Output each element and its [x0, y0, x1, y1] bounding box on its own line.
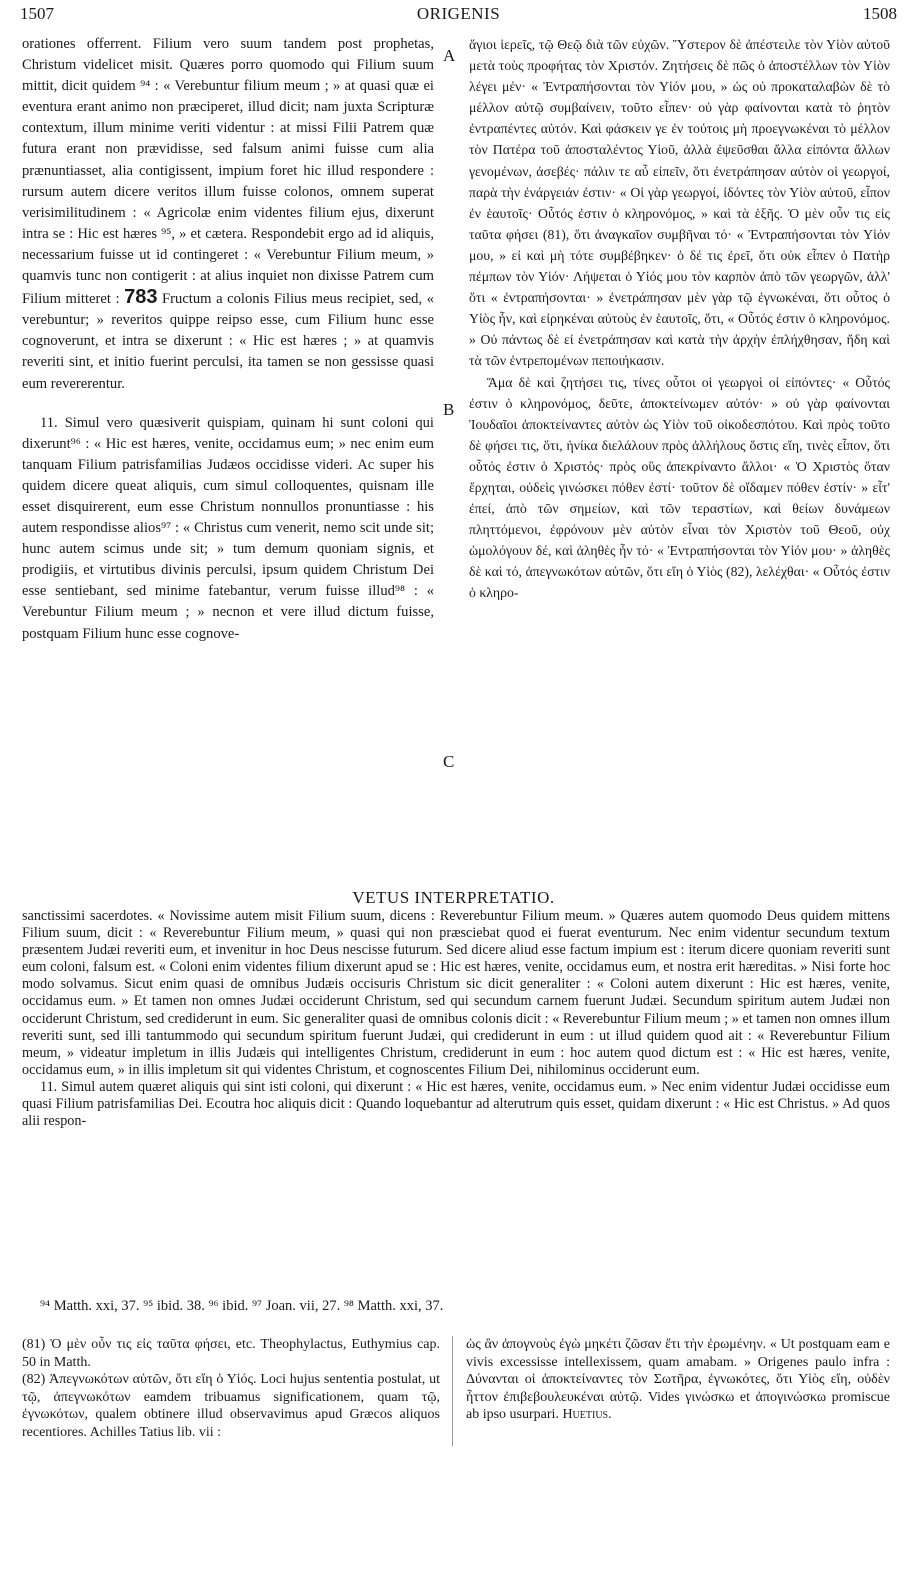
latin-paragraph-1a: orationes offerrent. Filium vero suum tandem post prophetas, Christum videlicet misit. Quæres porro quomodo qui Filium suum mittit, dicit quidem ⁹⁴ : « Verebuntur filium meum ; » at quasi quæ ei eventura erant animo non præciperet, illud dicit; nam juxta Scripturæ contextum, illum minime veriti videntur : at missi Filii Patrem quæ futura erant non prævidisse, sed falsum animi fuisse cum alia prænuntiasset, alia contigissent, impium foret hic illud respondere : rursum autem dicere veritos illum fuisse colonos, omnem superat verisimilitudinem : « Agricolæ enim videntes filium ejus, dixerunt intra se : Hic est hæres ⁹⁵, » et cætera. Respondebit ergo ad id aliquis, necessarium fuisse ut id contingeret : « Verebuntur Filium meum, » quamvis tunc non contigerit : at alius inquiet non dixisse Patrem cum Filium mitteret : [22, 36, 434, 308]
vetus-paragraph-2: 11. Simul autem quæret aliquis qui sint isti coloni, qui dixerunt : « Hic est hæres, venite, occidamus eum. » Nec enim videntur Judæi occidisse eum quasi Filium patrisfamilias Dei. Ecoutra hoc aliquis dicit : Quando loquebantur ad alterutrum quis esset, quidam dixerunt : « Hic est Christus. » Ad quos alii respon- [22, 1078, 890, 1130]
footnotes-right [466, 1336, 890, 1424]
vetus-interpretatio-text [22, 908, 890, 1130]
footnote-81: (81) Ὁ μὲν οὖν τις εἰς ταῦτα φήσει, etc. Theophylactus, Euthymius cap. 50 in Matth. [22, 1337, 440, 1370]
running-header [20, 4, 897, 28]
running-title: ORIGENIS [416, 4, 501, 23]
page-number-left: 1507 [20, 4, 54, 23]
latin-paragraph-2: 11. Simul vero quæsiverit quispiam, quinam hi sunt coloni qui dixerunt⁹⁶ : « Hic est hæres, venite, occidamus eum; » nec enim eum tanquam Filium patrisfamilias Judæos occidisse videri. Ac super his quidem dicere queat aliquis, cum simul colloquentes, quisnam ille esset disquirerent, eum esse Christum nonnullos pronuntiasse : his autem respondisse alios⁹⁷ : « Christus cum venerit, nemo scit unde sit; hunc autem scimus unde sit; » tum demum quoniam signis, et prodigiis, et virtutibus divinis perculsi, ipsum quidem Christum Dei esse sentiebant, sed minime fatebantur, verum fuisse illud⁹⁸ : « Verebuntur Filium meum ; » necnon et vere illud dictum fuisse, postquam Filium hunc esse cognove- [22, 414, 434, 642]
footnotes-left [22, 1336, 440, 1442]
greek-paragraph-1: ἅγιοι ἱερεῖς, τῷ Θεῷ διὰ τῶν εὐχῶν. Ὕστερον δὲ ἀπέστειλε τὸν Υἱὸν αὐτοῦ μετὰ τοὺς προφήτας τὸν Χριστόν. Ζητήσεις δὲ πῶς ὁ ἀποστέλλων τὸν Υἱὸν λέγει μέν· « Ἐντραπήσονται τὸν Υἱόν μου, » ὡς οὐ προκαταλαβὼν δὲ τὸ μέλλον αὐτῷ συμβαίνειν, τοῦτο εἶπεν· οὐ γὰρ φαίνονται κατὰ τὸ ῥητὸν ἐντραπέντες αὐτόν. Καὶ φάσκειν γε ἐν τούτοις μὴ προεγνωκέναι τὸ μέλλον τὸν Πατέρα τοῦ ἀποσταλέντος Υἱοῦ, ἀλλὰ ἐψεῦσθαι ἄλλα εἰπόντα ἄλλων γενομένων, ἀσεβές· πάλιν τε αὖ εἰπεῖν, ὅτι ἐνετράπησαν αὐτὸν οἱ γεωργοί, παρὰ τὴν ἐνάργειάν ἐστιν· « Οἱ γὰρ γεωργοί, ἰδόντες τὸν Υἱὸν αὐτοῦ, εἶπον ἐν ἑαυτοῖς· Οὗτός ἐστιν ὁ κληρονόμος, » καὶ τὰ ἑξῆς. Ὁ μὲν οὖν τις εἰς ταῦτα φήσει (81), ὅτι ἀναγκαῖον συμβῆναι τό· « Ἐντραπήσονται τὸν Υἱόν μου, » εἰ καὶ μὴ τότε συμβέβηκεν· ὁ δέ τις ἐρεῖ, ὅτι οὐκ εἶπεν ὁ Πατὴρ πέμπων τὸν Υἱόν· Λήψεται ὁ Υἱός μου τὸν καρπὸν ἀπὸ τῶν γεωργῶν, ἀλλ' ὅτι « ἐντραπήσονται· » ἐνετράπησαν μὲν γὰρ τῷ ἐγνωκέναι, ὅτι οὗτος ὁ Υἱὸς ἦν, καὶ εἰρηκέναι αὐτοὺς ἐν ἑαυτοῖς, ὅτι, « Οὗτός ἐστιν ὁ κληρονόμος. » Οὐ πάντως δὲ εἰ ἐνετράπησαν καὶ κατὰ τὴν ἀρχὴν ἐπλήχθησαν, ἤδη καὶ τὰ τῶν ἐντρεπομένων πεποιήκασιν. [469, 37, 890, 369]
footnote-signature: Huetius. [562, 1407, 612, 1423]
margin-marker-a: A [443, 46, 456, 65]
vetus-paragraph-1: sanctissimi sacerdotes. « Novissime autem misit Filium suum, dicens : Reverebuntur Filium meum. » Quæres autem quomodo Deus quidem mittens Filium suum, dicit : « Reverebuntur Filium meum, » quasi qui non præsciebat quod ei fuerat eventurum. Nec enim videntur secundum textum præsentem Judæi reveriti eum, et invenitur in hoc Deus nescisse futurum. Sed dicere aliud esse factum impium est : iterum dicere quoniam reveriti sunt eum coloni, falsum est. « Coloni enim videntes filium dixerunt apud se : Hic est hæres, venite, occidamus eum, et nostra erit hæreditas. » Nisi forte hoc modo solvamus. Sicut enim quasi de omnibus Judæis occisuris Christum sic dicit generaliter : « Coloni autem dixerunt : Hic est hæres, venite, occidamus eum. » Et tamen non omnes Judæi occiderunt Christum, sed qui secundum carnem fuerunt Judæi. Secundum spiritum autem Judæi non occiderunt Christum, sed crediderunt in eum. Sic generaliter quasi de omnibus colonis dicit : « Reverebuntur Filium meum ; » et tamen non omnes illum reveriti sunt, sed illi tantummodo qui secundum spiritum fuerunt Judæi, qui crediderunt in eum : ut illud quidem quod ait : « Reverebuntur Filium meum, » videatur impletum in illis Judæis qui intelligentes Christum, crediderunt in eum : hoc autem quod dictum est : « Hic est hæres, venite, occidamus eum, » in illis impletum sit qui videntes Christum, et cognoscentes Filium Dei, nihilominus occiderunt eum. [22, 908, 890, 1078]
column-number: 783 [124, 286, 158, 309]
greek-paragraph-2: Ἅμα δὲ καὶ ζητήσει τις, τίνες οὗτοι οἱ γεωργοὶ οἱ εἰπόντες· « Οὗτός ἐστιν ὁ κληρονόμος, δεῦτε, ἀποκτείνωμεν αὐτόν· » οὐ γὰρ φαίνονται Ἰουδαῖοι ἀποκτείναντες αὐτὸν ὡς Υἱὸν τοῦ οἰκοδεσπότου. Καὶ πρὸς τοῦτο δὲ φήσει τις, ὅτι, ἡνίκα διελάλουν πρὸς ἀλλήλους ὅστις εἴη, τινὲς εἶπον, ὅτι οὗτός ἐστιν ὁ Χριστός· πρὸς οὓς ἀπεκρίναντο ἄλλοι· « Ὁ Χριστὸς ὅταν ἔρχηται, οὐδεὶς γινώσκει πόθεν ἐστί· τοῦτον δὲ οἴδαμεν πόθεν ἐστίν· » εἶτ' ἐπεί, ἀπὸ τῶν σημείων, καὶ τῶν τεραστίων, καὶ θείων δυνάμεων πληττόμενοι, ἐφρόνουν μὲν αὐτὸν εἶναι τὸν Χριστὸν τοῦ Θεοῦ, οὐχ ὡμολόγουν δέ, καὶ ἀληθὲς ἦν τό· « Ἐντραπήσονται τὸν Υἱόν μου· » ἀληθὲς δὲ καὶ τό, ἀπεγνωκότων αὐτῶν, ὅτι εἴη ὁ Υἱὸς (82), λελέχθαι· « Οὗτός ἐστιν ὁ κληρο- [469, 374, 890, 601]
margin-marker-c: C [443, 752, 455, 771]
footnote-continuation: ὡς ἂν ἀπογνοὺς ἐγὼ μηκέτι ζῶσαν ἔτι τὴν ἐρωμένην. « Ut postquam eam e vivis excessisse intellexissem, quam amabam. » Origenes paulo infra : Δύνανται οἱ ἀποκτείναντες τὸν Σωτῆρα, ἐγνωκότες, ὅτι Υἱὸς εἴη, οὐδὲν ἧττον ἐπιβεβουλευκέναι αὐτῷ. Vides γινώσκω et ἀπογινώσκω promiscue ab ipso usurpari. [466, 1337, 890, 1423]
greek-column [469, 34, 890, 604]
latin-paragraph-1 [22, 34, 434, 395]
footnote-82: (82) Ἀπεγνωκότων αὐτῶν, ὅτι εἴη ὁ Υἱός. Loci hujus sententia postulat, ut τῷ, ἀπεγνωκότων eamdem tribuamus significationem, quam τῷ, ἐγνωκότων, qualem obtinere illud observavimus apud Græcos aliquos recentiores. Achilles Tatius lib. vii : [22, 1372, 440, 1440]
scripture-references: ⁹⁴ Matth. xxi, 37. ⁹⁵ ibid. 38. ⁹⁶ ibid. ⁹⁷ Joan. vii, 27. ⁹⁸ Matth. xxi, 37. [40, 1298, 444, 1314]
vetus-interpretatio-heading: VETUS INTERPRETATIO. [352, 888, 555, 907]
latin-column [22, 34, 434, 645]
margin-marker-b: B [443, 400, 455, 419]
latin-paragraph-1b: Fructum a colonis Filius meus recipiet, sed, « verebuntur; » reveritos quippe reipso esse, cum Filium hunc esse cognoverunt, et intra se dixerunt : « Hic est hæres ; » at quamvis reveriti sint, et initio fuerint perculsi, ita tamen se non gessisse quasi eum revererentur. [22, 291, 434, 392]
page-number-right: 1508 [863, 4, 897, 23]
notes-column-divider [452, 1336, 453, 1446]
